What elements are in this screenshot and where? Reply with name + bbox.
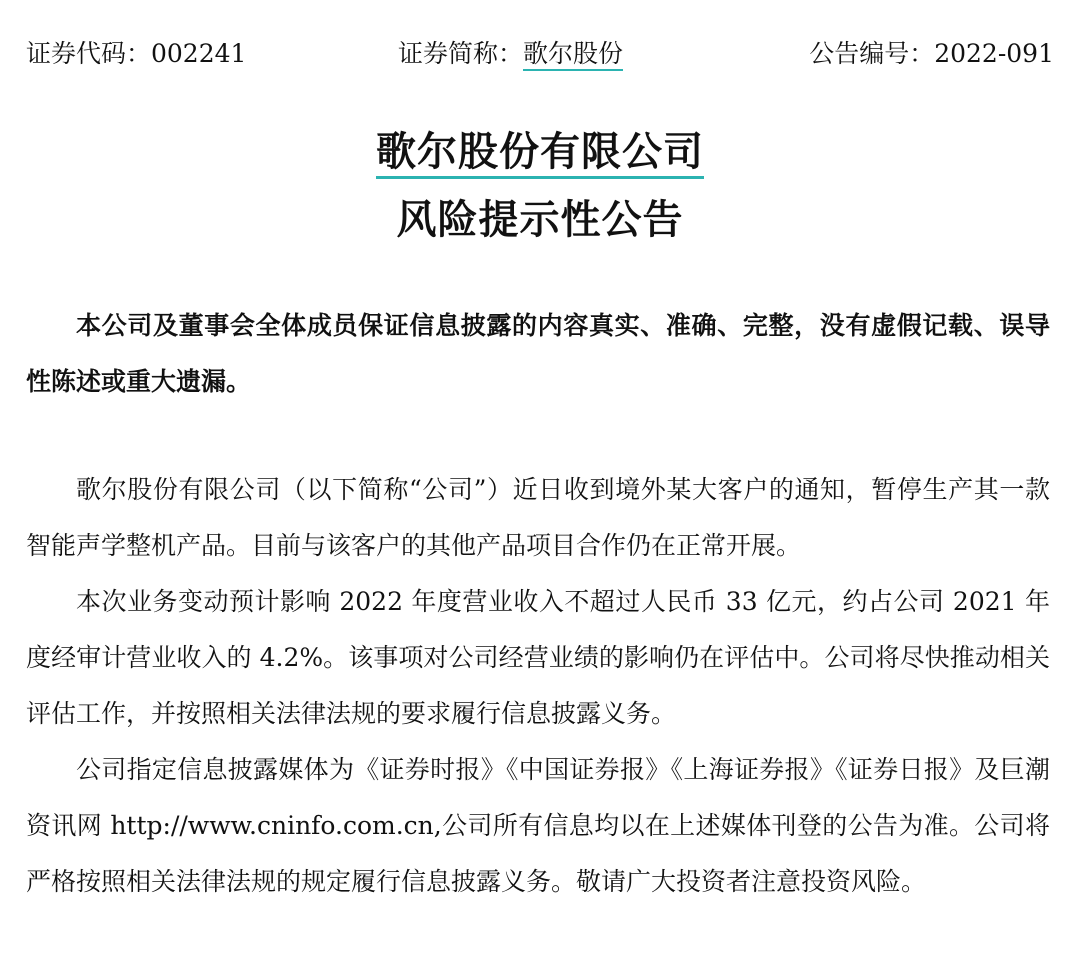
body-paragraph-3: 公司指定信息披露媒体为《证券时报》《中国证券报》《上海证券报》《证券日报》及巨潮资讯网 http://www.cninfo.com.cn,公司所有信息均以在上述媒体刊登的公告为准。公司将严格按照相关法律法规的规定履行信息披露义务。敬请广大投资者注意投资风险。 xyxy=(26,755,1050,896)
announcement-title: 风险提示性公告 xyxy=(396,197,684,243)
body-paragraph-2: 本次业务变动预计影响 2022 年度营业收入不超过人民币 33 亿元，约占公司 2021 年度经审计营业收入的 4.2%。该事项对公司经营业绩的影响仍在评估中。公司将尽快推动相关评估工作，并按照相关法律法规的要求履行信息披露义务。 xyxy=(26,587,1050,728)
announcement-header xyxy=(26,34,1054,74)
stock-abbreviation-label: 证券简称： xyxy=(398,39,524,68)
stock-abbreviation xyxy=(398,34,623,74)
stock-code: 证券代码：002241 xyxy=(26,39,247,68)
body-paragraph-1: 歌尔股份有限公司（以下简称“公司”）近日收到境外某大客户的通知，暂停生产其一款智能声学整机产品。目前与该客户的其他产品项目合作仍在正常开展。 xyxy=(26,475,1050,560)
stock-abbreviation-link[interactable]: 歌尔股份 xyxy=(523,39,623,71)
company-title xyxy=(0,126,1080,178)
board-statement: 本公司及董事会全体成员保证信息披露的内容真实、准确、完整，没有虚假记载、误导性陈述或重大遗漏。 xyxy=(26,311,1050,396)
company-title-link[interactable]: 歌尔股份有限公司 xyxy=(376,129,704,179)
announcement-number: 公告编号：2022-091 xyxy=(809,39,1054,68)
